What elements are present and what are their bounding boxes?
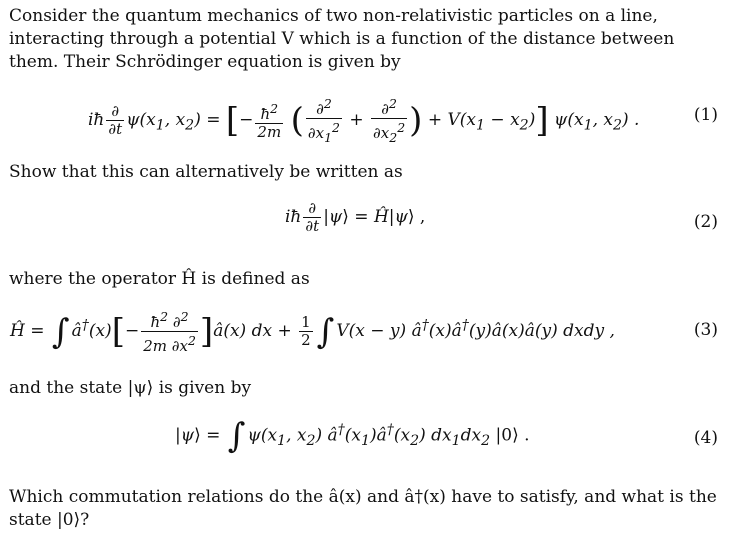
equation-4: |ψ⟩ = ∫ $\psi(x_1$, $x_2$) $â^\dagger(x_1)â^\dagger(x_2)$ $dx_1dx_2$ |0⟩ . (4) (175, 416, 718, 456)
equation-2: iħ $\frac{\partial}{\partial t}$ |ψ⟩ = Ĥ|ψ⟩ , (2) (285, 199, 718, 235)
equation-number: (4) (693, 428, 718, 448)
question-paragraph: Which commutation relations do the â(x) and â†(x) have to satisfy, and what is the state |0⟩? (9, 487, 717, 530)
equation-1: iħ $\frac{\partial}{\partial t}$ $\psi(x_1$, $x_2$) = [− $\frac{ħ^2}{2m}$ ( $\frac{\partial^2}{\partial x_1^2}$ + $\frac{\partial^2}{\partial x_2^2}$ ) + $V(x_1 - x_2)$] $\psi(x_1$, $x_2$) . (1) (88, 96, 718, 145)
equation-number: (3) (693, 320, 718, 340)
equation-number: (1) (693, 105, 718, 125)
state-paragraph: and the state |ψ⟩ is given by (9, 378, 252, 398)
equation-3: Ĥ = ∫ â†(x)[− $\frac{ħ^2 \partial^2}{2m \partial x^2}$ ]â(x) dx + $\frac{1}{2}$ ∫ V(x − y) â†(x)â†(y)â(x)â(y) dxdy , (3) (10, 309, 718, 355)
operator-paragraph: where the operator Ĥ is defined as (9, 269, 310, 289)
intro-paragraph: Consider the quantum mechanics of two non-relativistic particles on a line, interacting through a potential V which is a function of the distance between them. Their Schrödinger equation is given by (9, 6, 675, 72)
show-paragraph: Show that this can alternatively be written as (9, 162, 403, 182)
equation-number: (2) (693, 212, 718, 232)
